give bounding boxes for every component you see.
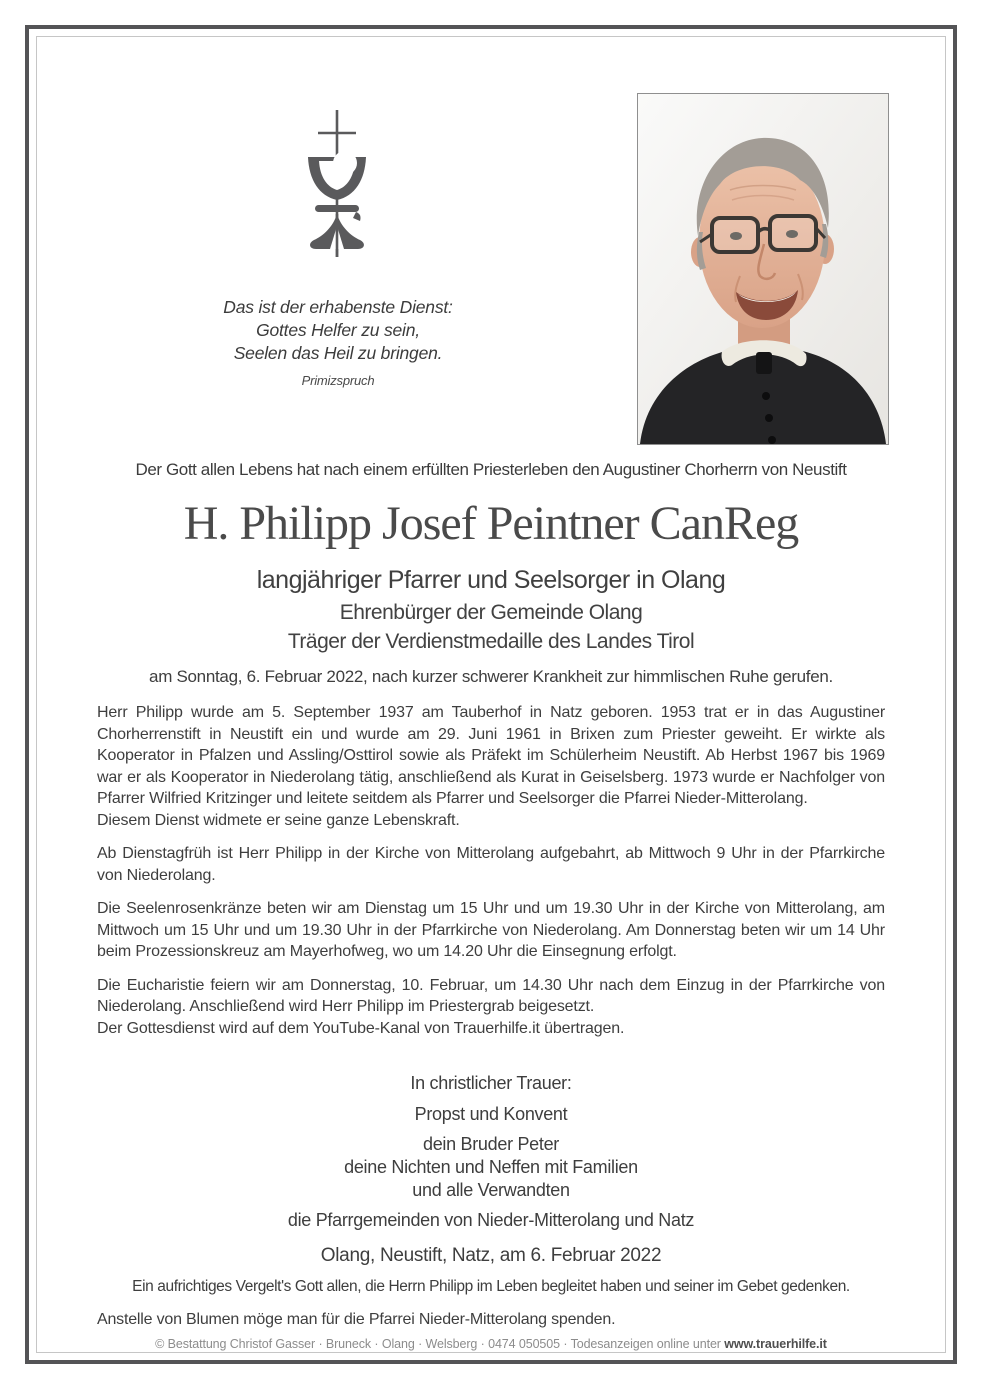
paragraph-life-closing: Diesem Dienst widmete er seine ganze Lebenskraft.: [97, 811, 460, 829]
mourner-konvent: Propst und Konvent: [414, 1104, 568, 1124]
quote-line: Seelen das Heil zu bringen.: [233, 343, 443, 363]
chalice-cross-icon: [306, 110, 368, 257]
quote-attribution: Primizspruch: [301, 373, 375, 388]
thanks-line: Ein aufrichtiges Vergelt's Gott allen, die Herrn Philipp im Leben begleitet haben und seiner im Gebet gedenken.: [132, 1278, 850, 1295]
primiz-quote: [40, 296, 636, 392]
role-primary: langjähriger Pfarrer und Seelsorger in Olang: [256, 566, 726, 594]
mourner-verwandte: und alle Verwandten: [412, 1180, 570, 1200]
mourning-block: [40, 1072, 942, 1267]
deceased-name: H. Philipp Josef Peintner CanReg: [183, 497, 799, 550]
card-content: [40, 40, 942, 1349]
paragraph-aufbahrung: Ab Dienstagfrüh ist Herr Philipp in der Kirche von Mitterolang aufgebahrt, ab Mittwoch 9 Uhr in der Pfarrkirche von Niederolang.: [97, 845, 885, 884]
paragraph-eucharistie-text: Die Eucharistie feiern wir am Donnerstag, 10. Februar, um 14.30 Uhr nach dem Einzug in der Pfarrkirche von Niederolang. Anschließend wird Herr Philipp im Priestergrab beigesetzt.: [97, 976, 885, 1015]
mourner-bruder: dein Bruder Peter: [423, 1134, 559, 1154]
paragraph-rosenkranz: Die Seelenrosenkränze beten wir am Dienstag um 15 Uhr und um 19.30 Uhr in der Kirche von Mitterolang, am Mittwoch um 15 Uhr und um 19.30 Uhr in der Pfarrkirche von Niederolang. Am Donnerstag beten wir um 14 Uhr beim Prozessionskreuz am Mayerhofweg, wo um 14.20 Uhr die Einsegnung erfolgt.: [97, 900, 885, 960]
headline-block: [40, 460, 942, 688]
paragraph-youtube: Der Gottesdienst wird auf dem YouTube-Kanal von Trauerhilfe.it übertragen.: [97, 1019, 625, 1037]
mourner-pfarrgemeinden: die Pfarrgemeinden von Nieder-Mitterolang und Natz: [287, 1210, 695, 1230]
intro-line: Der Gott allen Lebens hat nach einem erfüllten Priesterleben den Augustiner Chorherrn von Neustift: [135, 460, 847, 479]
paragraph-eucharistie: [97, 975, 885, 1040]
place-date-line: Olang, Neustift, Natz, am 6. Februar 2022: [320, 1245, 662, 1266]
quote-line: Das ist der erhabenste Dienst:: [223, 297, 453, 317]
paragraph-life: [97, 702, 885, 831]
death-date-line: am Sonntag, 6. Februar 2022, nach kurzer schwerer Krankheit zur himmlischen Ruhe gerufen.: [149, 667, 833, 686]
mourning-heading: In christlicher Trauer:: [410, 1073, 572, 1093]
flowers-line: Anstelle von Blumen möge man für die Pfarrei Nieder-Mitterolang spenden.: [97, 1311, 616, 1328]
portrait-photo: [637, 93, 889, 445]
footer-website: www.trauerhilfe.it: [724, 1337, 827, 1351]
funeral-home-footer: [40, 1337, 942, 1351]
footer-text: © Bestattung Christof Gasser · Bruneck · Olang · Welsberg · 0474 050505 · Todesanzeigen online unter: [155, 1337, 725, 1351]
role-tertiary: Träger der Verdienstmedaille des Landes Tirol: [287, 630, 695, 653]
role-secondary: Ehrenbürger der Gemeinde Olang: [339, 601, 643, 624]
mourner-nichten-neffen: deine Nichten und Neffen mit Familien: [344, 1157, 638, 1177]
quote-line: Gottes Helfer zu sein,: [256, 320, 420, 340]
obituary-body: [97, 702, 885, 1051]
paragraph-life-text: Herr Philipp wurde am 5. September 1937 am Tauberhof in Natz geboren. 1953 trat er in das Augustiner Chorherrenstift in Neustift ein und wurde am 29. Juni 1961 in Brixen zum Priester geweiht. Er wirkte als Kooperator in Pfalzen und Assling/Osttirol sowie als Präfekt im Schülerheim Neustift. Ab Herbst 1967 bis 1969 war er als Kooperator in Niederolang tätig, anschließend als Kurat in Geiselsberg. 1973 wurde er Nachfolger von Pfarrer Wilfried Kritzinger und leitete seitdem als Pfarrer und Seelsorger die Pfarrei Nieder-Mitterolang.: [97, 704, 885, 807]
